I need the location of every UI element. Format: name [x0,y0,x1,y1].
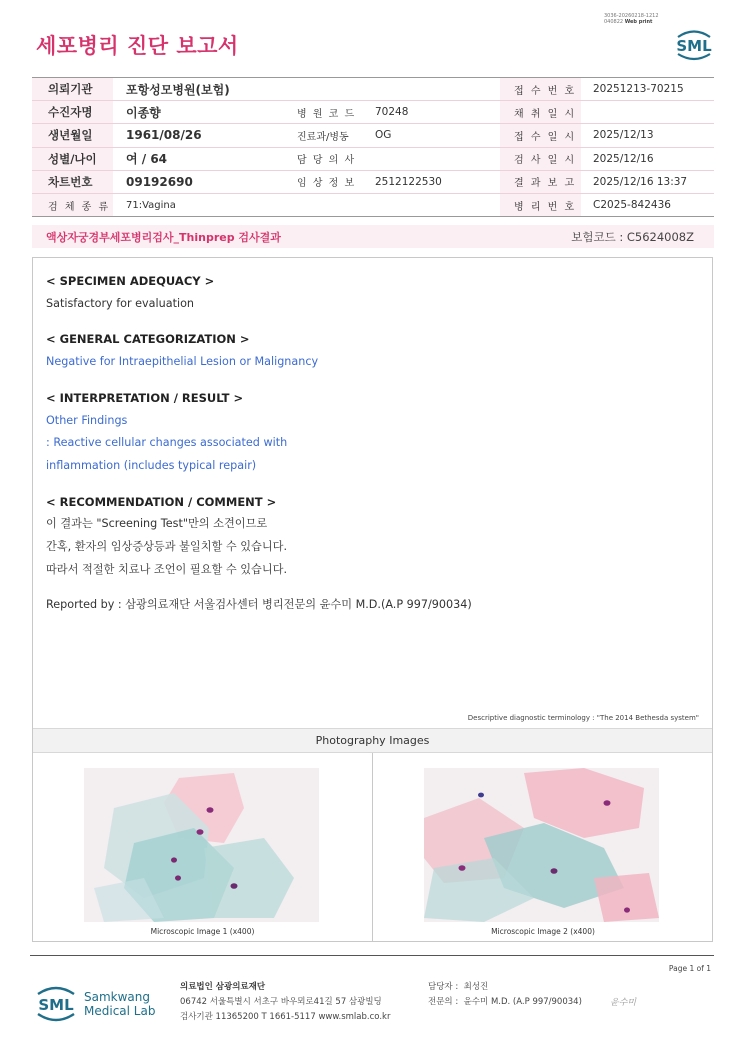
info-value: 포항성모병원(보험) [126,82,230,97]
info-label: 생년월일 [32,124,113,146]
info-label-3: 검 사 일 시 [500,148,581,170]
info-value-2: OG [375,129,392,142]
exam-bar [32,225,714,248]
recommendation-line: 이 결과는 "Screening Test"만의 소견이므로 [46,517,268,531]
info-label-2 [281,194,362,216]
corp-address: 06742 서울특별시 서초구 바우뫼로41길 57 삼광빌딩 [180,997,382,1007]
recommendation-line: 간혹, 환자의 임상증상등과 불일치할 수 있습니다. [46,540,288,554]
info-row [32,101,714,124]
print-code-line2: 040822 [604,19,624,25]
info-value-2: 70248 [375,106,409,119]
interpretation-heading: < INTERPRETATION / RESULT > [46,390,244,405]
report-title: 세포병리 진단 보고서 [36,34,239,58]
interpretation-line: Other Findings [46,413,128,427]
logo-line2: Medical Lab [84,1004,156,1018]
exam-name: 액상자궁경부세포병리검사_Thinprep 검사결과 [46,230,281,244]
recommendation-heading: < RECOMMENDATION / COMMENT > [46,494,277,509]
info-value-3: 20251213-70215 [593,83,684,96]
photography-header: Photography Images [33,728,712,753]
info-value-3: 2025/12/13 [593,129,654,142]
adequacy-text: Satisfactory for evaluation [46,296,195,310]
logo-line1: Samkwang [84,990,150,1004]
info-value: 71:Vagina [126,199,176,211]
reported-by: Reported by : 삼광의료재단 서울검사센터 병리전문의 윤수미 M.D.(A.P 997/90034) [46,598,472,612]
info-value-3: 2025/12/16 13:37 [593,175,688,188]
print-code-line1: 3036-20260218-1212 [604,13,659,19]
info-label-3: 접 수 번 호 [500,78,581,100]
category-heading: < GENERAL CATEGORIZATION > [46,332,250,347]
info-label-2: 병 원 코 드 [297,108,356,120]
page-number: Page 1 of 1 [668,964,711,973]
image-caption: Microscopic Image 1 (x400) [150,927,255,936]
info-row [32,171,714,194]
info-label: 검 체 종 류 [32,194,113,216]
print-code [604,13,659,25]
info-label-2 [281,78,362,100]
patient-info-table [32,77,714,217]
sml-logo-icon [672,24,716,62]
doctor-signature: 윤수미 [610,998,637,1008]
doctor-label: 전문의 : [428,997,459,1007]
corp-name: 의료법인 삼광의료재단 [180,982,266,992]
staff-name: 최성진 [463,982,489,992]
microscopic-image-2 [424,768,659,922]
adequacy-heading: < SPECIMEN ADEQUACY > [46,274,215,288]
info-value-3: C2025-842436 [593,199,671,212]
info-label-3: 채 취 일 시 [500,101,581,123]
category-text: Negative for Intraepithelial Lesion or Malignancy [46,355,319,369]
info-label-2: 임 상 정 보 [297,178,356,190]
samkwang-logo-icon [36,980,160,1026]
info-label-3: 결 과 보 고 [500,171,581,193]
corp-info [180,980,390,1025]
microscopic-image-1 [84,768,319,922]
photo-cell [373,753,713,941]
image-caption: Microscopic Image 2 (x400) [491,927,595,936]
info-row [32,194,714,217]
interpretation-line: : Reactive cellular changes associated with [46,436,288,450]
info-label: 의뢰기관 [32,78,113,100]
interpretation-line: inflammation (includes typical repair) [46,458,257,472]
footer-divider [30,955,714,956]
info-label-2: 진료과/병동 [297,131,349,143]
logo-text: SML [676,37,712,55]
info-value: 09192690 [126,174,193,189]
terminology-note: Descriptive diagnostic terminology : "The 2014 Bethesda system" [467,714,699,722]
recommendation-line: 따라서 적절한 치료나 조언이 필요할 수 있습니다. [46,562,288,576]
result-box [32,257,713,942]
staff-label: 담당자 : [428,982,459,992]
insurance-code: 보험코드 : C5624008Z [571,229,694,244]
info-label: 성별/나이 [32,148,113,170]
doctor-name: 윤수미 M.D. (A.P 997/90034) [463,997,582,1007]
info-value: 이종향 [126,105,161,120]
info-value: 1961/08/26 [126,128,202,143]
info-label-2: 담 당 의 사 [297,155,356,167]
corp-contact: 검사기관 11365200 T 1661-5117 www.smlab.co.kr [180,1012,391,1022]
info-label-3: 접 수 일 시 [500,124,581,146]
results-text [46,270,686,617]
info-row [32,78,714,101]
info-row [32,124,714,147]
info-label: 수진자명 [32,101,113,123]
photo-cell [33,753,373,941]
staff-info [428,980,582,1010]
info-row [32,148,714,171]
info-value-3: 2025/12/16 [593,152,654,165]
info-value-2: 2512122530 [375,175,442,188]
footer-logo-text: SML [38,996,74,1014]
info-label-3: 병 리 번 호 [500,194,581,216]
web-print-label: Web print [624,19,653,25]
info-value: 여 / 64 [126,152,168,167]
info-label: 차트번호 [32,171,113,193]
